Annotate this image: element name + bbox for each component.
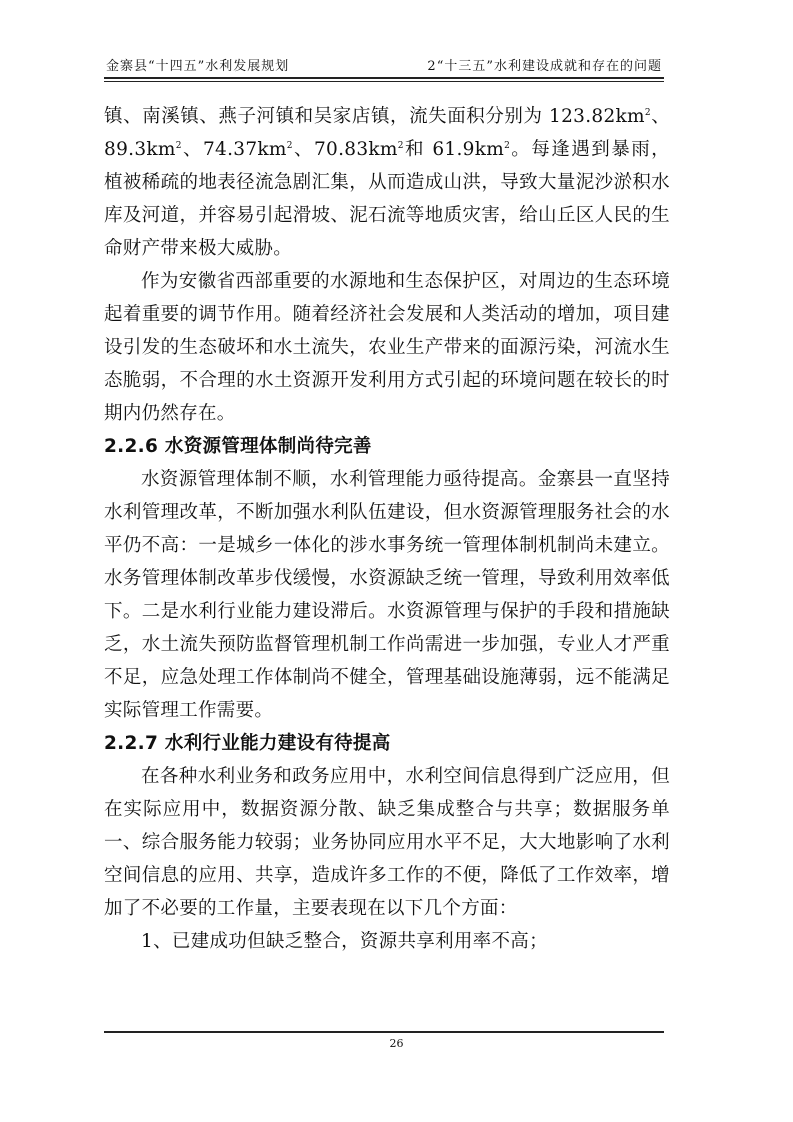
text-run: 。每逢遇到暴雨，植被稀疏的地表径流急剧汇集，从而造成山洪，导致大量泥沙淤积水库及河道，并容易引起滑坡、泥石流等地质灾害，给山丘区人民的生命财产带来极大威胁。: [104, 139, 670, 259]
footer-rule: [104, 1031, 664, 1033]
header-chapter-title: 2“十三五”水利建设成就和存在的问题: [427, 59, 662, 74]
superscript: 2: [286, 140, 293, 151]
header-rule-thick: [104, 77, 664, 79]
page-header: [104, 52, 664, 76]
superscript: 2: [175, 140, 182, 151]
superscript: 2: [397, 140, 404, 151]
section-heading-2-2-6: 2.2.6 水资源管理体制尚待完善: [104, 436, 372, 457]
paragraph-management-system: 水资源管理体制不顺，水利管理能力亟待提高。金寨县一直坚持水利管理改革，不断加强水利队伍建设，但水资源管理服务社会的水平仍不高：一是城乡一体化的涉水事务统一管理体制机制尚未建立。水务管理体制改革步伐缓慢，水资源缺乏统一管理，导致利用效率低下。二是水利行业能力建设滞后。水资源管理与保护的手段和措施缺乏，水土流失预防监督管理机制工作尚需进一步加强，专业人才严重不足，应急处理工作体制尚不健全，管理基础设施薄弱，远不能满足实际管理工作需要。: [104, 469, 670, 721]
paragraph-ecology: 作为安徽省西部重要的水源地和生态保护区，对周边的生态环境起着重要的调节作用。随着经济社会发展和人类活动的增加，项目建设引发的生态破坏和水土流失，农业生产带来的面源污染，河流水生态脆弱，不合理的水土资源开发利用方式引起的环境问题在较长的时期内仍然存在。: [104, 271, 670, 424]
paragraph-erosion-areas: [104, 100, 670, 265]
page-body: [104, 100, 670, 958]
paragraph-information-capacity: 在各种水利业务和政务应用中，水利空间信息得到广泛应用，但在实际应用中，数据资源分散、缺乏集成整合与共享；数据服务单一、综合服务能力较弱；业务协同应用水平不足，大大地影响了水利空间信息的应用、共享，造成许多工作的不便，降低了工作效率，增加了不必要的工作量，主要表现在以下几个方面：: [104, 766, 670, 919]
superscript: 2: [504, 140, 511, 151]
text-run: 、89.3km: [104, 106, 670, 160]
text-run: 和 61.9km: [403, 139, 505, 160]
header-document-title: 金寨县“十四五”水利发展规划: [106, 59, 290, 74]
page-number: 26: [389, 1037, 404, 1050]
header-rule-thin: [104, 81, 664, 82]
text-run: 镇、南溪镇、燕子河镇和吴家店镇，流失面积分别为 123.82km: [104, 106, 645, 127]
list-item-1: 1、已建成功但缺乏整合，资源共享利用率不高；: [141, 931, 548, 952]
text-run: 、70.83km: [292, 139, 398, 160]
superscript: 2: [644, 107, 651, 118]
section-heading-2-2-7: 2.2.7 水利行业能力建设有待提高: [104, 733, 391, 754]
text-run: 、74.37km: [181, 139, 287, 160]
